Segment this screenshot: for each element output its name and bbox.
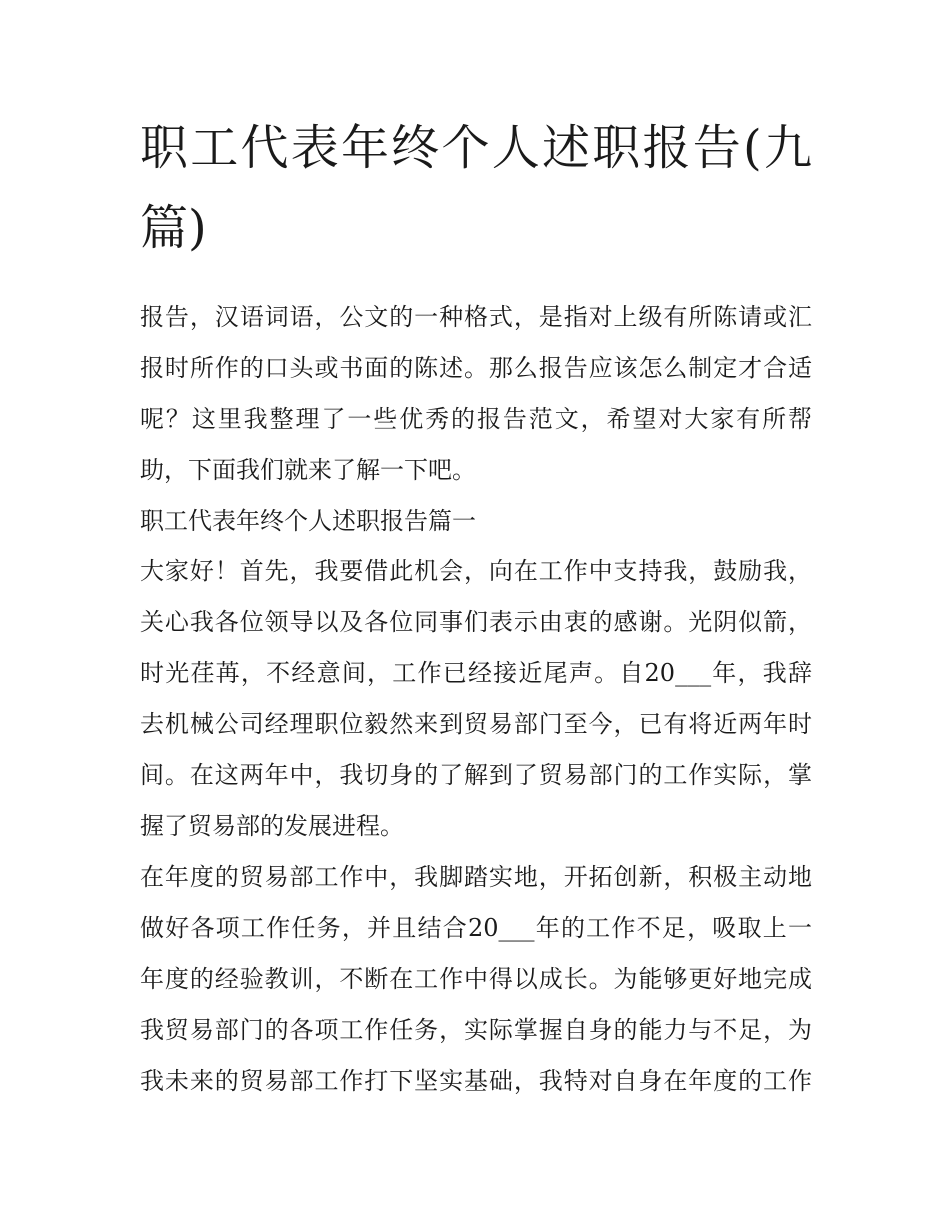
body-paragraph-1 <box>140 546 812 852</box>
paragraph1-line-2: 关心我各位领导以及各位同事们表示由衷的感谢。光阴似箭， <box>140 608 812 636</box>
paragraph1-line-4: 去机械公司经理职位毅然来到贸易部门至今，已有将近两年时 <box>140 710 812 738</box>
title-line-2: 篇) <box>140 200 207 256</box>
document-page <box>140 108 812 1107</box>
intro-paragraph <box>140 292 812 496</box>
paragraph2-line-2: 做好各项工作任务，并且结合20___年的工作不足，吸取上一 <box>140 914 812 942</box>
paragraph2-line-1: 在年度的贸易部工作中，我脚踏实地，开拓创新，积极主动地 <box>140 863 812 891</box>
intro-line-3: 呢？这里我整理了一些优秀的报告范文，希望对大家有所帮 <box>140 405 812 433</box>
paragraph2-line-5: 我未来的贸易部工作打下坚实基础，我特对自身在年度的工作 <box>140 1067 812 1095</box>
intro-line-1: 报告，汉语词语，公文的一种格式，是指对上级有所陈请或汇 <box>140 303 812 331</box>
document-title <box>140 108 812 268</box>
paragraph2-line-3: 年度的经验教训，不断在工作中得以成长。为能够更好地完成 <box>140 965 812 993</box>
title-line-1: 职工代表年终个人述职报告(九 <box>140 120 812 176</box>
section-heading: 职工代表年终个人述职报告篇一 <box>140 507 476 535</box>
paragraph2-line-4: 我贸易部门的各项工作任务，实际掌握自身的能力与不足，为 <box>140 1016 812 1044</box>
paragraph1-line-3: 时光荏苒，不经意间，工作已经接近尾声。自20___年，我辞 <box>140 659 812 687</box>
paragraph1-line-1: 大家好！首先，我要借此机会，向在工作中支持我，鼓励我， <box>140 557 812 585</box>
body-paragraph-2 <box>140 852 812 1107</box>
intro-line-2: 报时所作的口头或书面的陈述。那么报告应该怎么制定才合适 <box>140 354 812 382</box>
intro-line-4: 助，下面我们就来了解一下吧。 <box>140 456 476 484</box>
paragraph1-line-6: 握了贸易部的发展进程。 <box>140 812 404 840</box>
paragraph1-line-5: 间。在这两年中，我切身的了解到了贸易部门的工作实际，掌 <box>140 761 812 789</box>
